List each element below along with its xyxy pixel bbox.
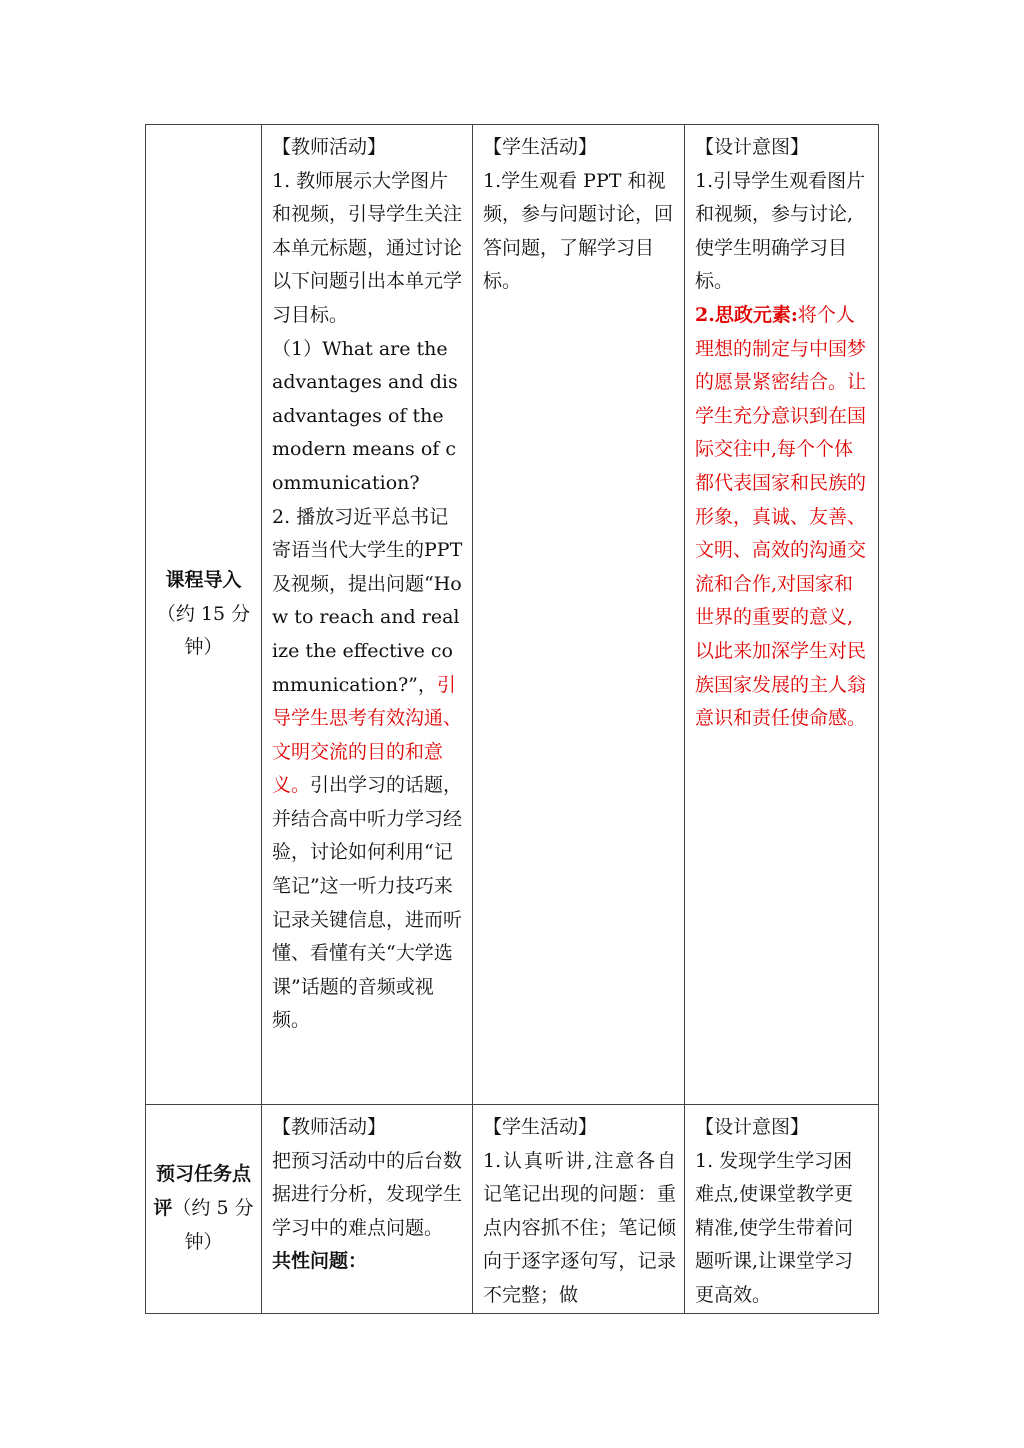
student-activity-paragraph: 1.认真听讲,注意各自记笔记出现的问题：重点内容抓不住；笔记倾向于逐字逐句写，记录不完整；做 xyxy=(483,1149,676,1306)
lesson-plan-table xyxy=(145,124,879,1314)
student-activity-paragraph: 1.学生观看 PPT 和视频，参与问题讨论，回答问题，了解学习目标。 xyxy=(483,169,674,293)
section-label-cell xyxy=(146,1105,262,1314)
ideology-element-text: 将个人理想的制定与中国梦的愿景紧密结合。让学生充分意识到在国际交往中,每个个体都代表国家和民族的形象，真诚、友善、文明、高效的沟通交流和合作,对国家和世界的重要的意义,以此来加深学生对民族国家发展的主人翁意识和责任使命感。 xyxy=(695,303,867,730)
design-intent-cell xyxy=(685,1105,879,1314)
student-activity-heading: 【学生活动】 xyxy=(483,1116,598,1138)
ideology-element-paragraph xyxy=(695,299,870,736)
teacher-activity-paragraph: 1. 教师展示大学图片和视频，引导学生关注本单元标题，通过讨论以下问题引出本单元学习目标。 xyxy=(272,169,463,326)
design-intent-heading: 【设计意图】 xyxy=(695,1116,810,1138)
teacher-activity-heading: 【教师活动】 xyxy=(272,1116,387,1138)
section-duration: （约 15 分钟） xyxy=(156,602,251,659)
section-duration: （约 5 分钟） xyxy=(172,1196,254,1253)
section-label-cell xyxy=(146,125,262,1105)
ideology-element-label: 2.思政元素: xyxy=(695,303,798,326)
teacher-activity-text: 2. 播放习近平总书记寄语当代大学生的PPT 及视频，提出问题“How to reach and realize the effective communication?”， xyxy=(272,505,463,696)
teacher-activity-cell xyxy=(262,125,473,1105)
design-intent-heading: 【设计意图】 xyxy=(695,136,810,158)
teacher-activity-cell xyxy=(262,1105,473,1314)
ideology-highlight-text: 引导学生思考有效沟通、文明交流的目的和意义。 xyxy=(272,673,463,797)
table-row-preview-review xyxy=(146,1105,879,1314)
teacher-activity-paragraph: 把预习活动中的后台数据进行分析，发现学生学习中的难点问题。 xyxy=(272,1149,463,1239)
teacher-activity-paragraph-2 xyxy=(272,501,464,1039)
design-intent-paragraph: 1.引导学生观看图片和视频，参与讨论,使学生明确学习目标。 xyxy=(695,169,866,293)
section-title: 预习任务点评 xyxy=(153,1163,251,1219)
student-activity-cell xyxy=(473,125,685,1105)
teacher-activity-text-end: 引出学习的话题，并结合高中听力学习经验，讨论如何利用“记笔记”这一听力技巧来记录关键信息，进而听懂、看懂有关“大学选课”话题的音频或视频。 xyxy=(272,774,463,1032)
section-title: 课程导入 xyxy=(165,569,242,592)
student-activity-heading: 【学生活动】 xyxy=(483,136,598,158)
student-activity-cell xyxy=(473,1105,685,1314)
teacher-activity-heading: 【教师活动】 xyxy=(272,136,387,158)
common-problems-label: 共性问题： xyxy=(272,1250,368,1273)
design-intent-paragraph: 1. 发现学生学习困难点,使课堂教学更精准,使学生带着问题听课,让课堂学习更高效。 xyxy=(695,1149,854,1306)
teacher-activity-question: （1）What are the advantages and disadvantages of the modern means of communication? xyxy=(272,337,458,494)
table-row-course-intro xyxy=(146,125,879,1105)
design-intent-cell xyxy=(685,125,879,1105)
